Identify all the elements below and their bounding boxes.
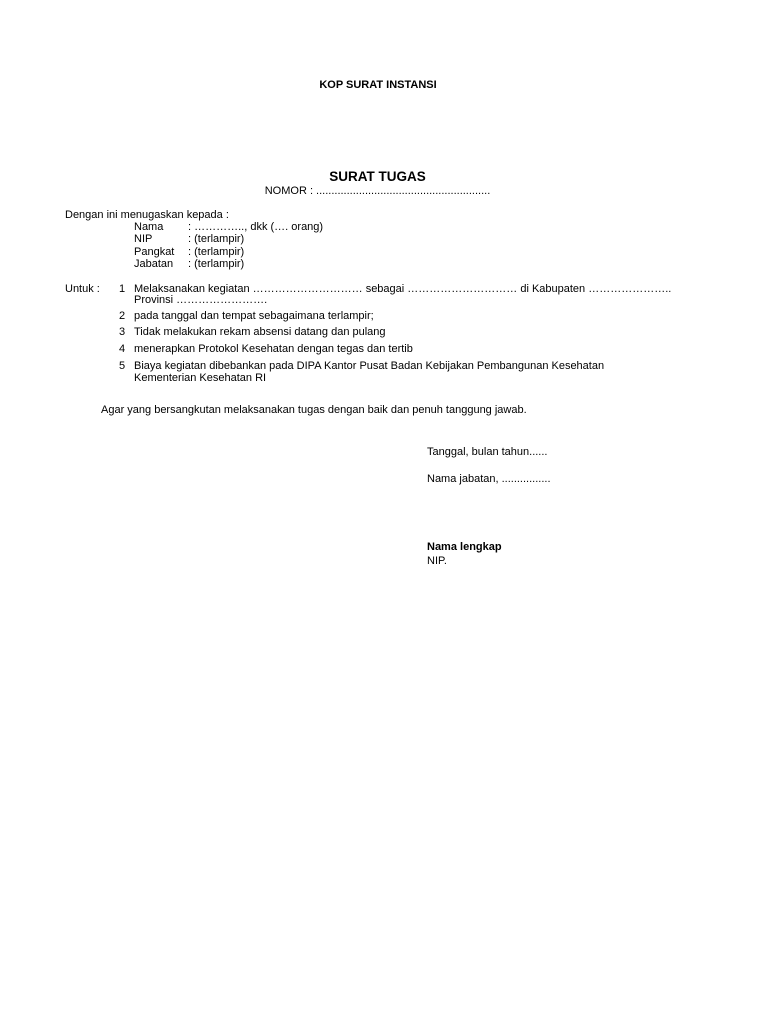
item-number: 3 [119, 326, 126, 338]
item-number: 5 [119, 360, 126, 372]
item-number: 1 [119, 283, 126, 295]
field-label-nip: NIP [134, 233, 153, 245]
letterhead-placeholder: KOP SURAT INSTANSI [319, 79, 437, 91]
item-text: Melaksanakan kegiatan ………………………… sebagai ………………………… di Kabupaten ………………….. [134, 283, 672, 295]
signature-date: Tanggal, bulan tahun...... [427, 446, 548, 458]
document-title: SURAT TUGAS [329, 169, 426, 184]
field-label-pangkat: Pangkat [134, 246, 175, 258]
field-value-pangkat: : (terlampir) [188, 246, 245, 258]
item-number: 2 [119, 310, 126, 322]
field-value-jabatan: : (terlampir) [188, 258, 245, 270]
field-value-nip: : (terlampir) [188, 233, 245, 245]
field-label-jabatan: Jabatan [134, 258, 174, 270]
item-number: 4 [119, 343, 126, 355]
item-text: Tidak melakukan rekam absensi datang dan pulang [134, 326, 386, 338]
signature-nip: NIP. [427, 555, 447, 567]
assignment-intro: Dengan ini menugaskan kepada : [65, 209, 229, 221]
item-text-continued: Provinsi ……………………. [134, 294, 268, 306]
signature-name: Nama lengkap [427, 541, 502, 553]
signature-position: Nama jabatan, ................ [427, 473, 551, 485]
item-text: pada tanggal dan tempat sebagaimana terlampir; [134, 310, 374, 322]
field-value-nama: : ………….., dkk (…. orang) [188, 221, 324, 233]
untuk-label: Untuk : [65, 283, 100, 295]
document-number: NOMOR : ......................................................... [264, 185, 491, 197]
item-text: menerapkan Protokol Kesehatan dengan tegas dan tertib [134, 343, 413, 355]
field-label-nama: Nama [134, 221, 164, 233]
closing-statement: Agar yang bersangkutan melaksanakan tugas dengan baik dan penuh tanggung jawab. [101, 404, 527, 416]
item-text: Biaya kegiatan dibebankan pada DIPA Kantor Pusat Badan Kebijakan Pembangunan Kesehatan [134, 360, 605, 372]
item-text-continued: Kementerian Kesehatan RI [134, 372, 267, 384]
